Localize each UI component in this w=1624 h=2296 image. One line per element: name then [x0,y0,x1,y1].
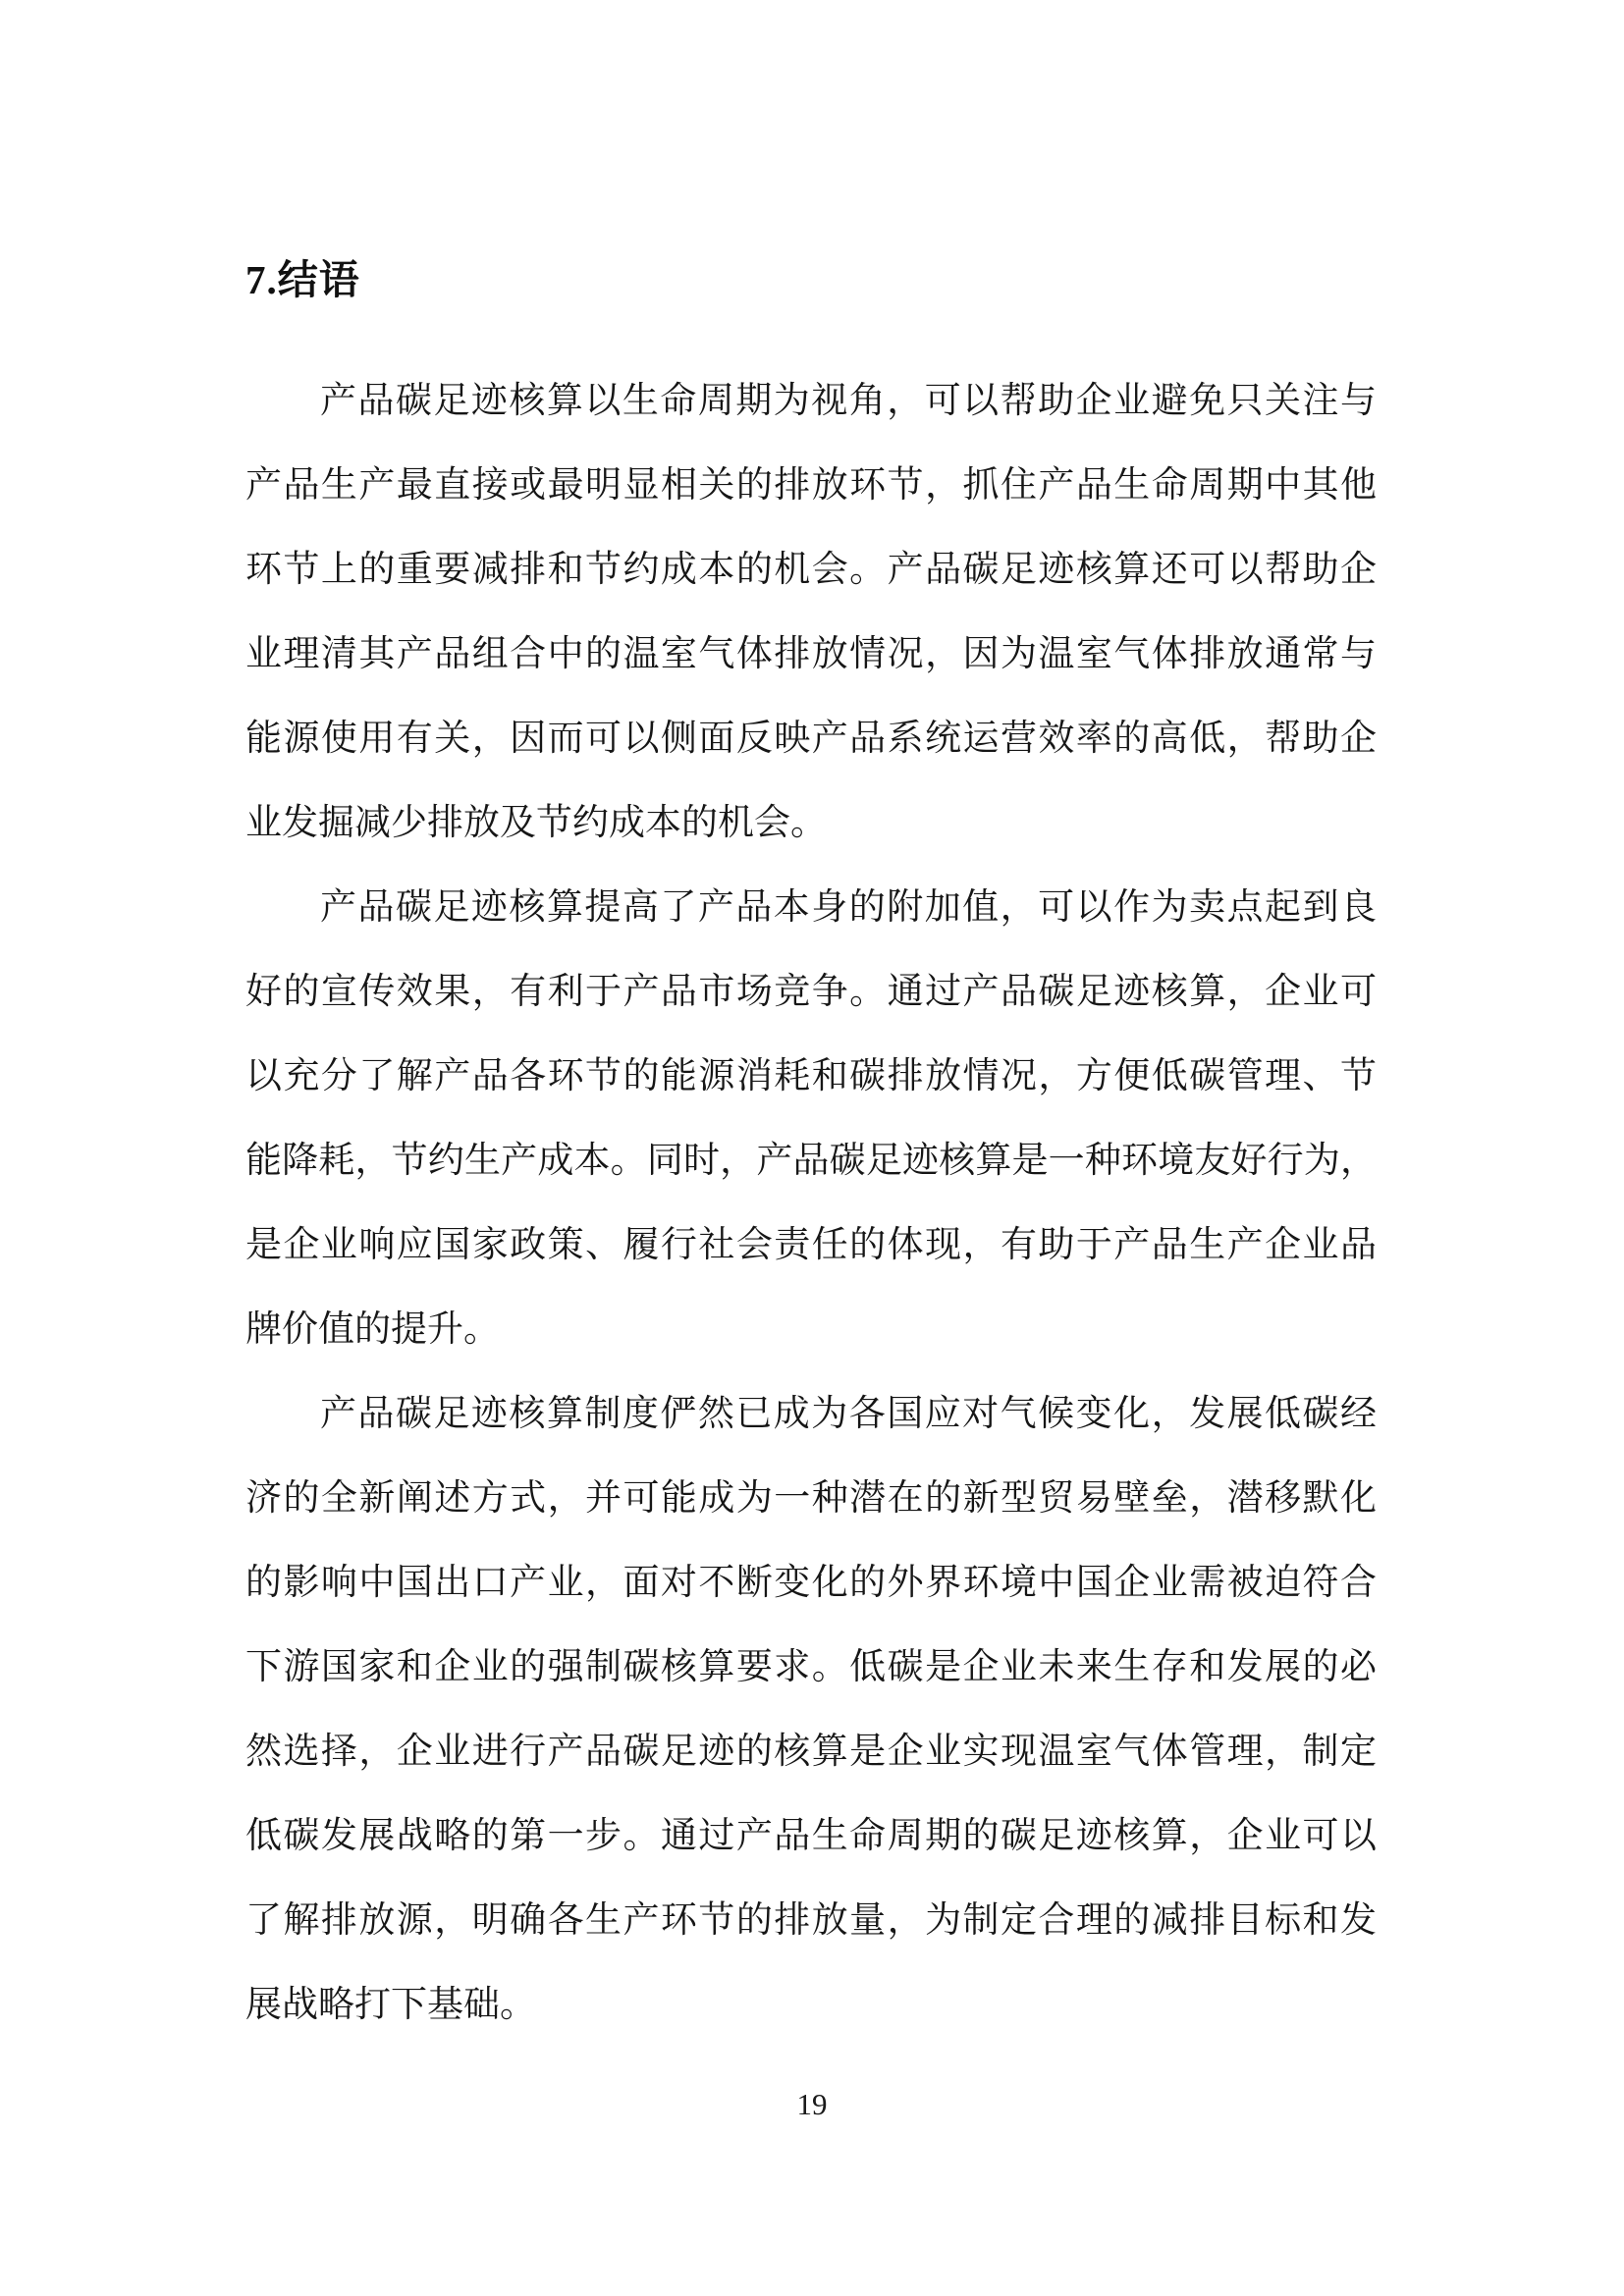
paragraph-3-line-6: 低碳发展战略的第一步。通过产品生命周期的碳足迹核算，企业可以 [245,1816,1377,1856]
paragraph-2-line-2: 好的宣传效果，有利于产品市场竞争。通过产品碳足迹核算，企业可 [245,972,1377,1012]
paragraph-3-line-7: 了解排放源，明确各生产环节的排放量，为制定合理的减排目标和发 [245,1900,1377,1941]
paragraph-1-line-6: 业发掘减少排放及节约成本的机会。 [245,803,827,843]
paragraph-1-line-3: 环节上的重要减排和节约成本的机会。产品碳足迹核算还可以帮助企 [245,550,1377,590]
document-body [245,359,1377,2048]
paragraph-2-line-4: 能降耗，节约生产成本。同时，产品碳足迹核算是一种环境友好行为， [245,1141,1377,1181]
paragraph-1-line-1: 产品碳足迹核算以生命周期为视角，可以帮助企业避免只关注与 [320,381,1377,421]
paragraph-2-line-1: 产品碳足迹核算提高了产品本身的附加值，可以作为卖点起到良 [320,887,1377,928]
paragraph-2-line-3: 以充分了解产品各环节的能源消耗和碳排放情况，方便低碳管理、节 [245,1056,1377,1096]
paragraph-3-line-3: 的影响中国出口产业，面对不断变化的外界环境中国企业需被迫符合 [245,1563,1377,1603]
paragraph-3-line-4: 下游国家和企业的强制碳核算要求。低碳是企业未来生存和发展的必 [245,1647,1377,1687]
paragraph-3-line-2: 济的全新阐述方式，并可能成为一种潜在的新型贸易壁垒，潜移默化 [245,1478,1377,1519]
paragraph-1-line-4: 业理清其产品组合中的温室气体排放情况，因为温室气体排放通常与 [245,634,1377,674]
paragraph-1-line-5: 能源使用有关，因而可以侧面反映产品系统运营效率的高低，帮助企 [245,719,1377,759]
paragraph-3-line-8: 展战略打下基础。 [245,1985,536,2025]
paragraph-3-line-5: 然选择，企业进行产品碳足迹的核算是企业实现温室气体管理，制定 [245,1732,1377,1772]
paragraph-3-line-1: 产品碳足迹核算制度俨然已成为各国应对气候变化，发展低碳经 [320,1394,1377,1434]
paragraph-1-line-2: 产品生产最直接或最明显相关的排放环节，抓住产品生命周期中其他 [245,465,1377,506]
paragraph-2-line-5: 是企业响应国家政策、履行社会责任的体现，有助于产品生产企业品 [245,1225,1377,1265]
section-heading: 7.结语 [245,257,360,302]
paragraph-2-line-6: 牌价值的提升。 [245,1309,500,1350]
page-number: 19 [796,2087,828,2121]
